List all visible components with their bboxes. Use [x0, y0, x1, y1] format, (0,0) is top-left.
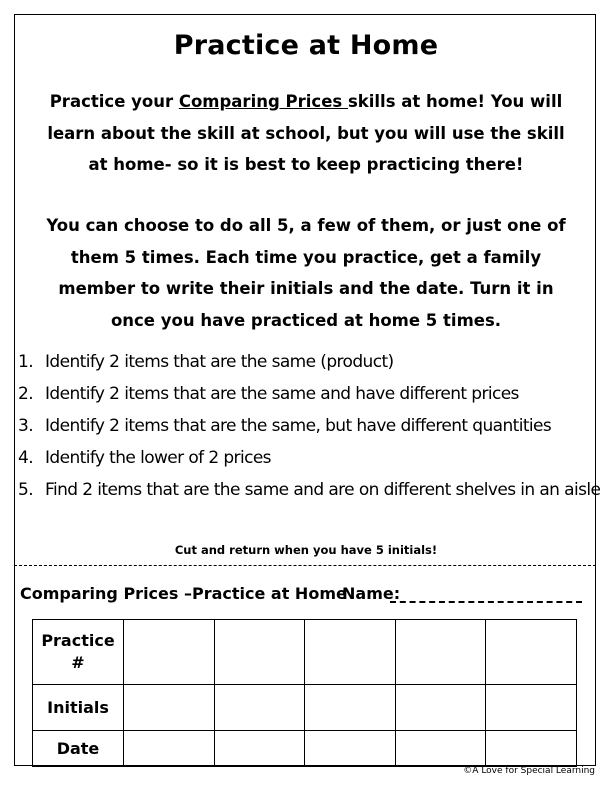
table-row: [33, 620, 577, 685]
list-item: [18, 378, 598, 410]
initials-cell[interactable]: [486, 685, 577, 731]
cut-instruction: Cut and return when you have 5 initials!: [174, 543, 438, 557]
intro-text-end: skills at home! You will learn about the skill at school, but you will use the skill at home- so it is best to keep practicing there!: [47, 92, 565, 174]
date-header: Date: [33, 731, 124, 767]
step-number: 5.: [18, 480, 34, 500]
practice-steps-list: [18, 346, 601, 506]
date-cell[interactable]: [214, 731, 305, 767]
step-text: Identify the lower of 2 prices: [45, 448, 271, 468]
table-row: [33, 685, 577, 731]
initials-header: Initials: [33, 685, 124, 731]
list-item: [18, 410, 598, 442]
intro-paragraph-2: You can choose to do all 5, a few of them, or just one of them 5 times. Each time you practice, get a family member to write their initials and the date. Turn it in once you have practiced at home 5 times.: [46, 216, 566, 330]
initials-cell[interactable]: [214, 685, 305, 731]
date-cell[interactable]: [124, 731, 215, 767]
date-cell[interactable]: [395, 731, 486, 767]
step-number: 2.: [18, 384, 34, 404]
practice-number-cell[interactable]: [124, 620, 215, 685]
practice-log-table: [32, 619, 577, 767]
step-text: Find 2 items that are the same and are on different shelves in an aisle: [45, 480, 601, 500]
practice-number-cell[interactable]: [305, 620, 396, 685]
practice-number-header: Practice #: [33, 620, 124, 685]
intro-paragraph-1: [36, 86, 576, 181]
list-item: [18, 346, 598, 378]
initials-cell[interactable]: [305, 685, 396, 731]
step-text: Identify 2 items that are the same and have different prices: [45, 384, 519, 404]
practice-number-cell[interactable]: [214, 620, 305, 685]
intro-text-start: Practice your: [49, 92, 179, 111]
step-number: 1.: [18, 352, 34, 372]
name-blank[interactable]: [390, 601, 582, 603]
name-label: Name:: [342, 584, 401, 603]
skill-name: Comparing Prices: [178, 92, 348, 111]
step-number: 4.: [18, 448, 34, 468]
date-cell[interactable]: [305, 731, 396, 767]
table-row: [33, 731, 577, 767]
practice-number-cell[interactable]: [395, 620, 486, 685]
step-number: 3.: [18, 416, 34, 436]
practice-number-cell[interactable]: [486, 620, 577, 685]
return-slip-title: Comparing Prices –Practice at Home: [20, 584, 347, 603]
initials-cell[interactable]: [395, 685, 486, 731]
initials-cell[interactable]: [124, 685, 215, 731]
page-title: Practice at Home: [173, 30, 439, 61]
list-item: [18, 442, 598, 474]
list-item: [18, 474, 601, 506]
date-cell[interactable]: [486, 731, 577, 767]
cut-line: [14, 565, 596, 566]
step-text: Identify 2 items that are the same, but have different quantities: [45, 416, 552, 436]
step-text: Identify 2 items that are the same (product): [45, 352, 394, 372]
copyright-notice: ©A Love for Special Learning: [463, 766, 595, 776]
